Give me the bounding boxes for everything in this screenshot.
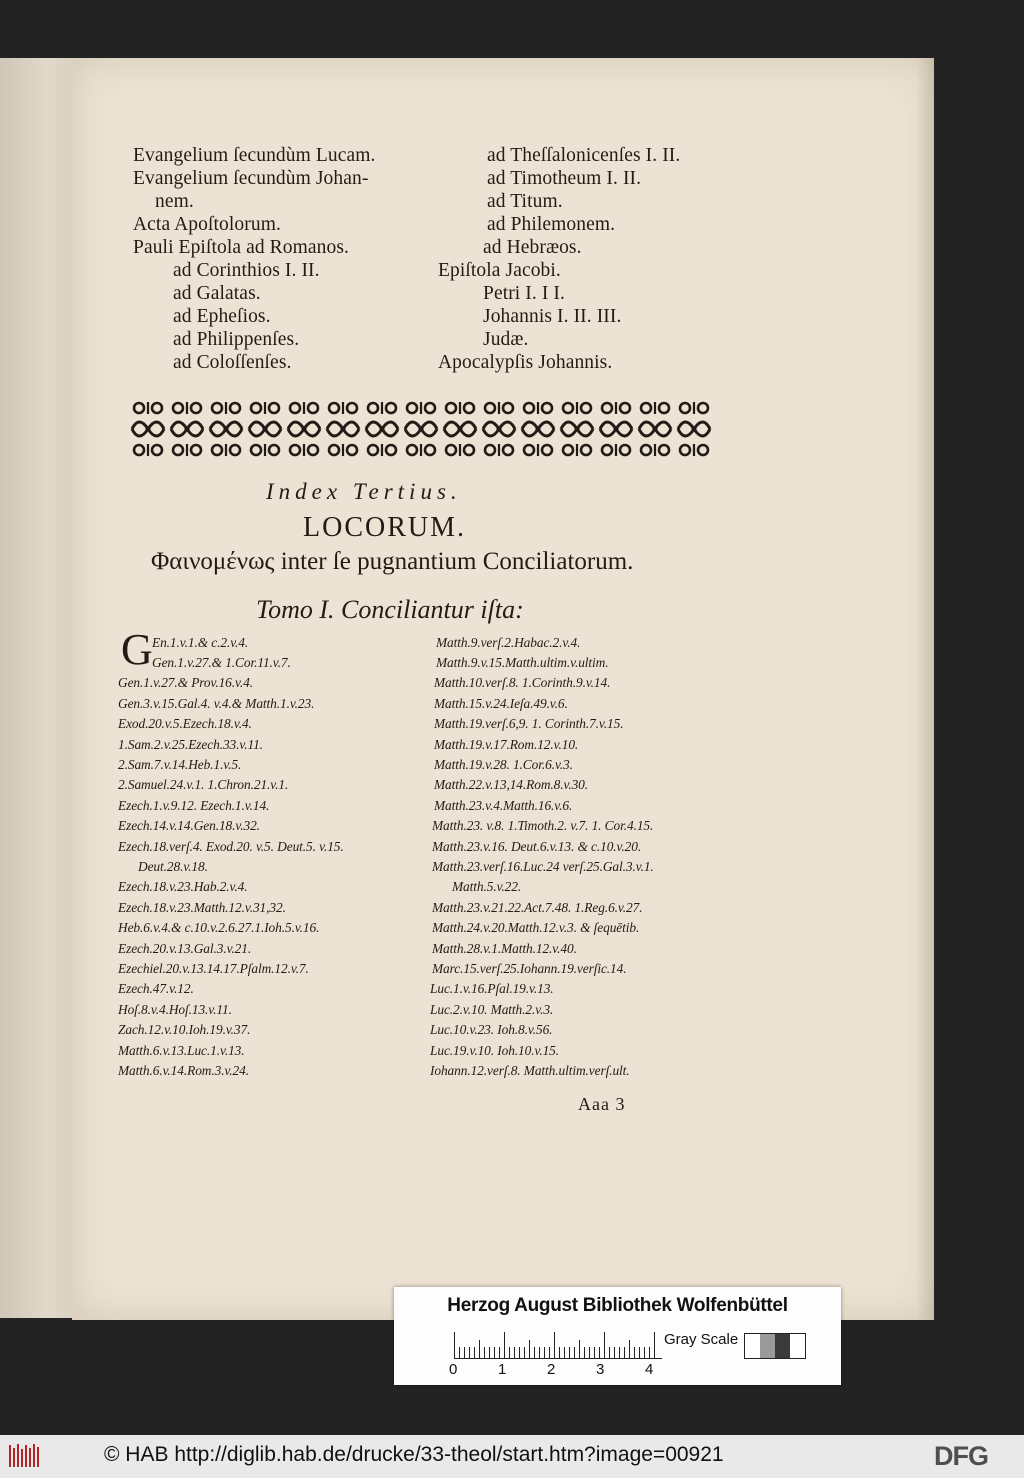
drop-capital: G — [121, 625, 153, 674]
book-entry: ad Hebræos. — [483, 237, 582, 258]
reference-line: Matth.24.v.20.Matth.12.v.3. & ſequētib. — [432, 920, 640, 935]
hab-logo-icon — [8, 1442, 42, 1470]
book-entry: Apocalypſis Johannis. — [438, 352, 613, 373]
reference-line: Matth.23. v.8. 1.Timoth.2. v.7. 1. Cor.4.15. — [432, 818, 654, 833]
reference-line: Deut.28.v.18. — [138, 859, 208, 874]
book-entry: Pauli Epiſtola ad Romanos. — [133, 237, 349, 258]
ornament-unit — [483, 402, 515, 456]
book-entry: Johannis I. II. III. — [483, 306, 622, 327]
ruler-scale — [454, 1331, 662, 1359]
book-entry: ad Epheſios. — [173, 306, 271, 327]
book-entry: nem. — [155, 191, 194, 212]
reference-line: Luc.1.v.16.Pſal.19.v.13. — [430, 981, 554, 996]
book-entry: Evangelium ſecundùm Lucam. — [133, 145, 376, 166]
reference-line: Ezech.1.v.9.12. Ezech.1.v.14. — [118, 798, 270, 813]
section-subtitle: Φαινομένως inter ſe pugnantium Conciliatorum. — [151, 548, 634, 575]
gray-swatch — [745, 1334, 760, 1358]
ornament-unit — [561, 402, 593, 456]
gray-scale-label: Gray Scale — [664, 1331, 739, 1348]
ornament-unit — [405, 402, 437, 456]
reference-line: Matth.19.v.17.Rom.12.v.10. — [434, 737, 579, 752]
reference-line: Matth.15.v.24.Ieſa.49.v.6. — [434, 696, 568, 711]
gray-swatch — [760, 1334, 775, 1358]
reference-line: Ezech.47.v.12. — [118, 981, 194, 996]
reference-line: Ezechiel.20.v.13.14.17.Pſalm.12.v.7. — [118, 961, 309, 976]
book-entry: ad Philippenſes. — [173, 329, 300, 350]
reference-line: 1.Sam.2.v.25.Ezech.33.v.11. — [118, 737, 263, 752]
reference-line: Matth.19.verſ.6,9. 1. Corinth.7.v.15. — [434, 716, 624, 731]
reference-line: Ezech.14.v.14.Gen.18.v.32. — [118, 818, 260, 833]
book-entry: ad Theſſalonicenſes I. II. — [487, 145, 681, 166]
library-scale-card — [394, 1287, 841, 1385]
ornament-unit — [171, 402, 203, 456]
book-entry: ad Corinthios I. II. — [173, 260, 320, 281]
ruler-number: 1 — [498, 1361, 507, 1378]
reference-line: Matth.23.v.4.Matth.16.v.6. — [434, 798, 573, 813]
reference-line: Matth.23.v.21.22.Act.7.48. 1.Reg.6.v.27. — [432, 900, 643, 915]
ruler-number: 4 — [645, 1361, 654, 1378]
reference-line: Gen.3.v.15.Gal.4. v.4.& Matth.1.v.23. — [118, 696, 315, 711]
library-name: Herzog August Bibliothek Wolfenbüttel — [447, 1295, 788, 1316]
ornament-unit — [288, 402, 320, 456]
ornament-unit — [249, 402, 281, 456]
gray-swatch — [790, 1334, 805, 1358]
reference-line: Zach.12.v.10.Ioh.19.v.37. — [118, 1022, 251, 1037]
reference-line: Ezech.20.v.13.Gal.3.v.21. — [118, 941, 252, 956]
ruler-number: 2 — [547, 1361, 556, 1378]
reference-line: Luc.10.v.23. Ioh.8.v.56. — [430, 1022, 553, 1037]
previous-page-edge — [0, 58, 78, 1318]
reference-line: Ezech.18.v.23.Matth.12.v.31,32. — [118, 900, 286, 915]
reference-line: Gen.1.v.27.& Prov.16.v.4. — [118, 675, 253, 690]
reference-line: Luc.19.v.10. Ioh.10.v.15. — [430, 1043, 560, 1058]
book-entry: ad Timotheum I. II. — [487, 168, 642, 189]
reference-line: Gen.1.v.27.& 1.Cor.11.v.7. — [152, 655, 291, 670]
ornament-unit — [678, 402, 710, 456]
book-entry: Evangelium ſecundùm Johan- — [133, 168, 369, 189]
reference-line: Matth.10.verſ.8. 1.Corinth.9.v.14. — [434, 675, 611, 690]
reference-line: Ezech.18.verſ.4. Exod.20. v.5. Deut.5. v.15. — [118, 839, 344, 854]
reference-line: Matth.9.v.15.Matth.ultim.v.ultim. — [436, 655, 609, 670]
reference-line: Iohann.12.verſ.8. Matth.ultim.verſ.ult. — [430, 1063, 630, 1078]
reference-line: 2.Sam.7.v.14.Heb.1.v.5. — [118, 757, 242, 772]
reference-line: 2.Samuel.24.v.1. 1.Chron.21.v.1. — [118, 777, 289, 792]
ruler-number: 0 — [449, 1361, 458, 1378]
book-entry: Judæ. — [483, 329, 529, 350]
ornament-unit — [444, 402, 476, 456]
reference-line: Matth.6.v.14.Rom.3.v.24. — [118, 1063, 249, 1078]
reference-line: Matth.23.v.16. Deut.6.v.13. & c.10.v.20. — [432, 839, 642, 854]
book-entry: Epiſtola Jacobi. — [438, 260, 561, 281]
ornament-unit — [210, 402, 242, 456]
reference-line: Matth.28.v.1.Matth.12.v.40. — [432, 941, 577, 956]
reference-line: Matth.22.v.13,14.Rom.8.v.30. — [434, 777, 589, 792]
reference-line: Matth.6.v.13.Luc.1.v.13. — [118, 1043, 245, 1058]
gray-swatch — [775, 1334, 790, 1358]
reference-line: Matth.9.verſ.2.Habac.2.v.4. — [436, 635, 581, 650]
locorum-heading: LOCORUM. — [303, 512, 467, 543]
reference-line: Exod.20.v.5.Ezech.18.v.4. — [118, 716, 252, 731]
reference-line: Matth.5.v.22. — [452, 879, 522, 894]
reference-line: Heb.6.v.4.& c.10.v.2.6.27.1.Ioh.5.v.16. — [118, 920, 320, 935]
book-entry: ad Galatas. — [173, 283, 261, 304]
reference-line: Matth.23.verſ.16.Luc.24 verſ.25.Gal.3.v.1. — [432, 859, 654, 874]
ornament-unit — [639, 402, 671, 456]
reference-line: Luc.2.v.10. Matth.2.v.3. — [430, 1002, 554, 1017]
tomo-heading: Tomo I. Conciliantur iſta: — [256, 595, 524, 624]
reference-line: Marc.15.verſ.25.Iohann.19.verſic.14. — [432, 961, 627, 976]
book-entry: ad Philemonem. — [487, 214, 616, 235]
reference-line: Hoſ.8.v.4.Hoſ.13.v.11. — [118, 1002, 232, 1017]
signature-mark: Aaa 3 — [578, 1094, 626, 1114]
book-entry: Acta Apoſtolorum. — [133, 214, 281, 235]
ruler-number: 3 — [596, 1361, 605, 1378]
reference-line: Ezech.18.v.23.Hab.2.v.4. — [118, 879, 248, 894]
printers-ornament-band — [125, 398, 718, 460]
ornament-unit — [366, 402, 398, 456]
book-entry: ad Titum. — [487, 191, 563, 212]
gray-scale-swatches — [744, 1333, 806, 1359]
ornament-unit — [327, 402, 359, 456]
viewer-footer — [0, 1435, 1024, 1478]
ornament-unit — [600, 402, 632, 456]
book-entry: ad Coloſſenſes. — [173, 352, 292, 373]
reference-line: En.1.v.1.& c.2.v.4. — [152, 635, 249, 650]
book-entry: Petri I. I I. — [483, 283, 565, 304]
dfg-logo: DFG — [934, 1441, 988, 1471]
copyright-url[interactable]: © HAB http://diglib.hab.de/drucke/33-theol/start.htm?image=00921 — [104, 1443, 724, 1466]
index-heading: Index Tertius. — [266, 479, 462, 504]
ornament-unit — [522, 402, 554, 456]
ornament-unit — [132, 402, 164, 456]
reference-line: Matth.19.v.28. 1.Cor.6.v.3. — [434, 757, 573, 772]
